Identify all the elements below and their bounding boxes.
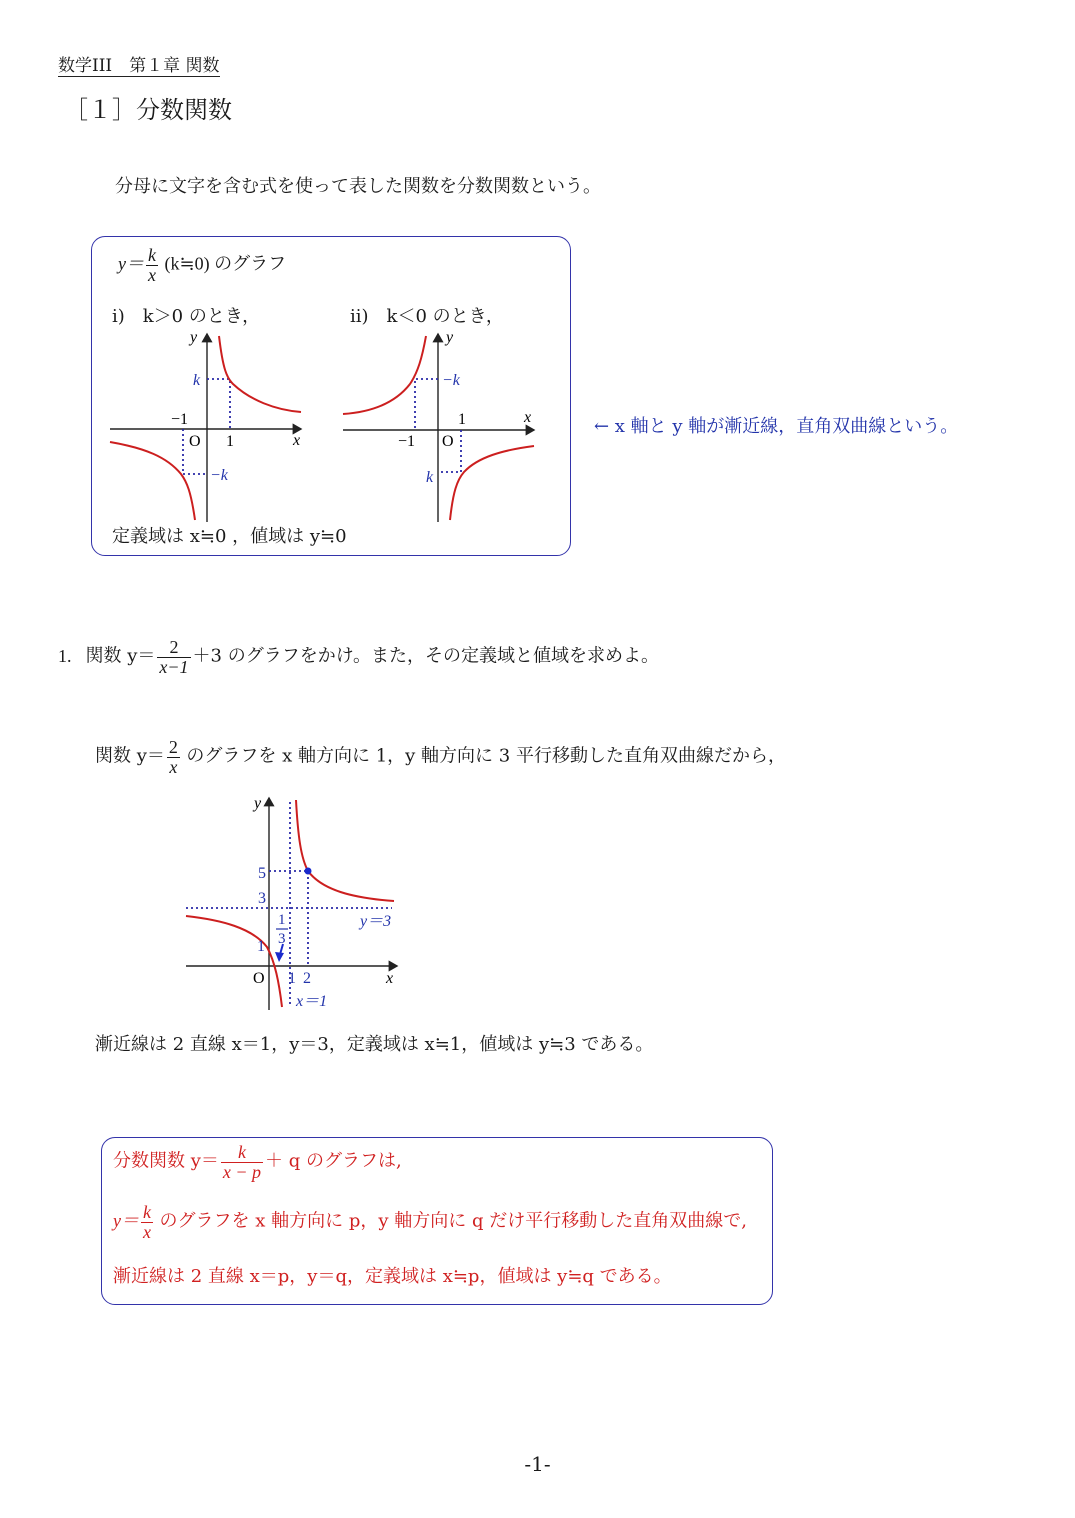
case1-label: i) k＞0 のとき， bbox=[112, 306, 261, 327]
origin-label: O bbox=[253, 970, 265, 987]
box2-line2 bbox=[113, 1203, 747, 1242]
box2-line2-fraction bbox=[141, 1203, 153, 1242]
negk-label: −k bbox=[210, 467, 228, 484]
point-2-5 bbox=[305, 868, 312, 875]
eq-prefix: y＝ bbox=[118, 253, 144, 274]
box2-line2-b: のグラフを x 軸方向に p，y 軸方向に q だけ平行移動した直角双曲線で, bbox=[159, 1210, 747, 1232]
hyperbola-q3 bbox=[110, 442, 195, 520]
origin-label: O bbox=[442, 433, 454, 450]
origin-label: O bbox=[189, 433, 201, 450]
neg1-label: −1 bbox=[171, 411, 189, 428]
box2-line2-num: k bbox=[143, 1202, 151, 1222]
problem-text-a: 関数 y＝ bbox=[85, 645, 156, 667]
problem-number: 1. bbox=[58, 645, 72, 666]
box1-equation bbox=[118, 246, 286, 285]
box2-line1-a: 分数関数 y＝ bbox=[113, 1150, 219, 1172]
hyperbola-q4 bbox=[450, 446, 534, 520]
hyperbola-q1 bbox=[219, 336, 301, 412]
box2-line3: 漸近線は 2 直線 x＝p，y＝q，定義域は x≒p，値域は y≒q である。 bbox=[113, 1266, 672, 1287]
arrow-head bbox=[275, 952, 284, 962]
problem-den: x−1 bbox=[159, 656, 189, 677]
guide-point-2-5 bbox=[269, 871, 308, 966]
y-label: y bbox=[190, 329, 198, 346]
two-x-label: 2 bbox=[303, 970, 311, 987]
one-label: 1 bbox=[458, 411, 466, 428]
eq-num: k bbox=[148, 245, 156, 265]
five-label: 5 bbox=[258, 865, 266, 882]
box2-line2-den: x bbox=[143, 1221, 151, 1242]
solution-den: x bbox=[167, 757, 180, 777]
guide-lines-q2 bbox=[415, 379, 438, 430]
solution-graph bbox=[182, 792, 402, 1017]
eq-den: x bbox=[148, 264, 156, 285]
course-title: 数学III 第１章 関数 bbox=[58, 56, 220, 76]
problem-1 bbox=[58, 638, 659, 677]
three-label: 3 bbox=[258, 890, 266, 907]
hyperbola-q2 bbox=[343, 336, 426, 414]
problem-num: 2 bbox=[169, 637, 179, 657]
neg1-label: −1 bbox=[398, 433, 416, 450]
x-eq-1-label: x＝1 bbox=[296, 993, 328, 1010]
one-label: 1 bbox=[226, 433, 234, 450]
k-label: k bbox=[193, 372, 201, 389]
eq-cond: (k≒0) bbox=[164, 253, 210, 274]
intro-text: 分母に文字を含む式を使って表した関数を分数関数という。 bbox=[115, 176, 601, 197]
solution-text-a: 関数 y＝ bbox=[95, 745, 165, 767]
negk-label: −k bbox=[442, 372, 460, 389]
box2-line1-den: x − p bbox=[222, 1161, 262, 1182]
k-label: k bbox=[426, 469, 434, 486]
box2-line2-a: y＝ bbox=[113, 1210, 139, 1231]
hyperbola-right-branch bbox=[296, 800, 394, 901]
solution-num: 2 bbox=[168, 737, 178, 757]
section-title: ［１］分数関数 bbox=[64, 96, 232, 124]
eq-suffix: のグラフ bbox=[214, 253, 287, 275]
y-label: y bbox=[446, 329, 454, 346]
solution-fraction bbox=[167, 738, 180, 777]
hyperbola-left-branch bbox=[186, 916, 282, 1007]
y-label: y bbox=[254, 795, 262, 812]
one-third-num: 1 bbox=[278, 912, 286, 928]
problem-fraction bbox=[157, 638, 190, 677]
graph-k-negative bbox=[338, 322, 538, 527]
solution-intro bbox=[95, 738, 786, 777]
one-x-label: 1 bbox=[288, 970, 296, 987]
one-y-label: 1 bbox=[257, 938, 265, 955]
case2-label: ii) k＜0 のとき， bbox=[350, 306, 504, 327]
x-label: x bbox=[293, 432, 301, 449]
box2-line1 bbox=[113, 1143, 402, 1182]
side-note: ← x 軸と y 軸が漸近線，直角双曲線という。 bbox=[594, 416, 959, 437]
box2-line1-fraction bbox=[221, 1143, 263, 1182]
solution-text-b: のグラフを x 軸方向に 1，y 軸方向に 3 平行移動した直角双曲線だから， bbox=[186, 745, 786, 767]
one-third-den: 3 bbox=[278, 931, 286, 947]
y-eq-3-label: y＝3 bbox=[360, 913, 392, 930]
x-label: x bbox=[524, 409, 532, 426]
box2-line1-num: k bbox=[237, 1142, 246, 1162]
guide-lines-q1 bbox=[207, 379, 230, 429]
problem-text-b: ＋3 のグラフをかけ。また，その定義域と値域を求めよ。 bbox=[192, 645, 659, 667]
x-label: x bbox=[386, 970, 394, 987]
solution-conclusion: 漸近線は 2 直線 x＝1，y＝3，定義域は x≒1，値域は y≒3 である。 bbox=[95, 1034, 654, 1055]
graph-k-positive bbox=[105, 322, 305, 527]
box2-line1-b: ＋ q のグラフは, bbox=[265, 1150, 402, 1172]
page-number: -1- bbox=[524, 1452, 551, 1476]
box1-domain-note: 定義域は x≒0 ，値域は y≒0 bbox=[112, 526, 347, 547]
eq-fraction bbox=[146, 246, 158, 285]
